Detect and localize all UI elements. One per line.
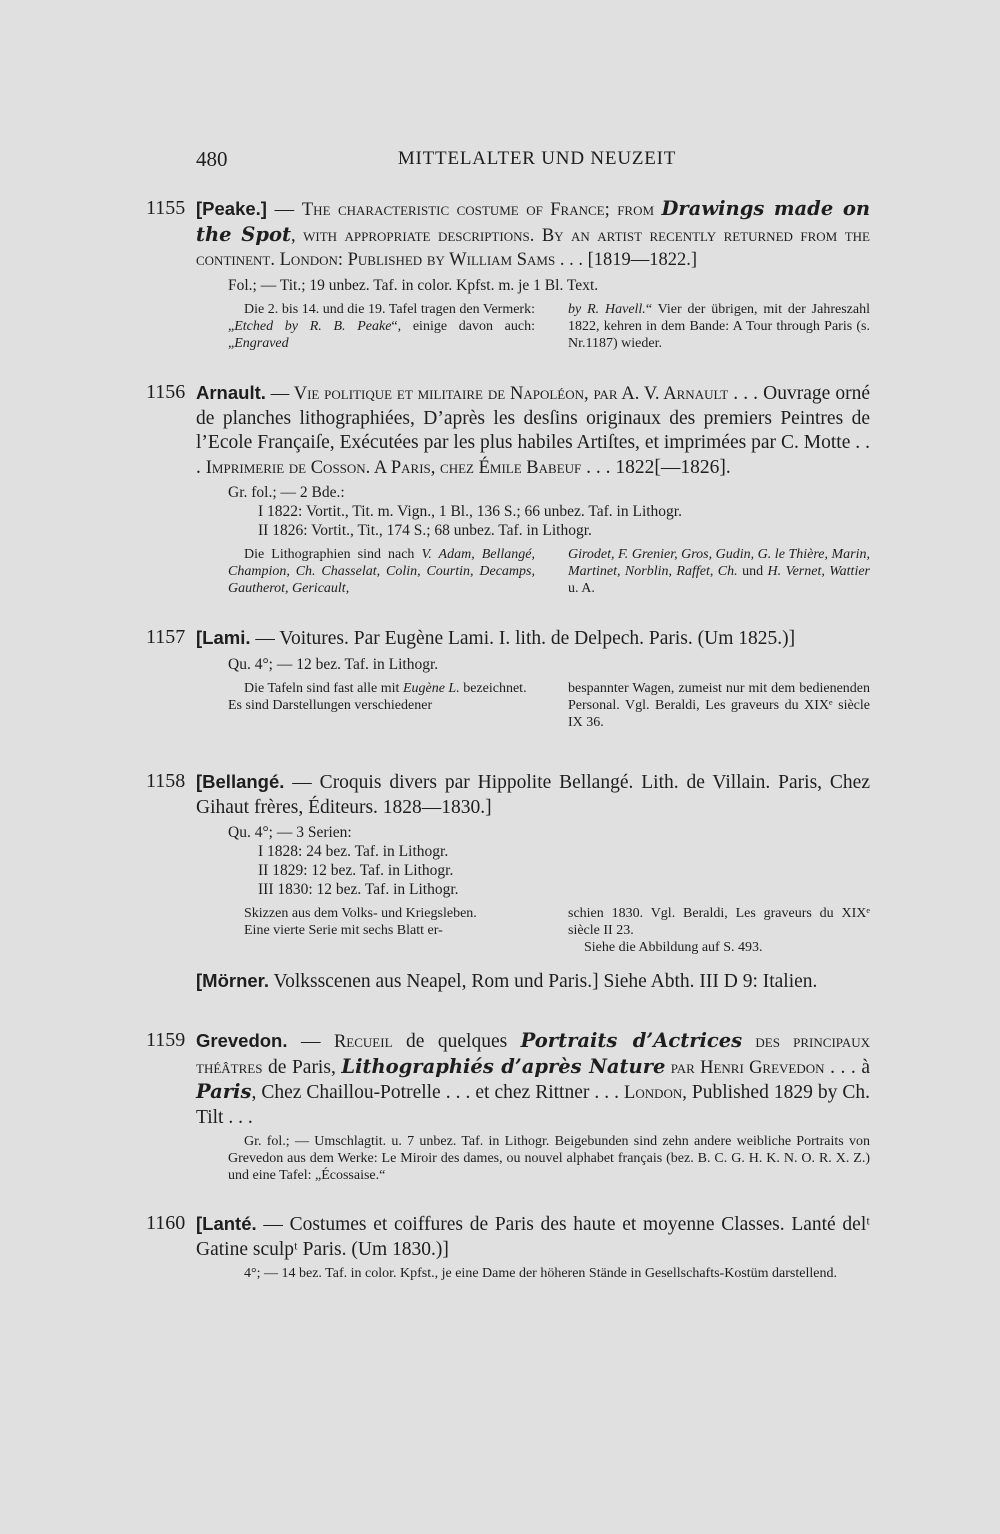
note-column-left: Skizzen aus dem Volks- und Kriegsleben. Eine vierte Serie mit sechs Blatt er- [244, 906, 477, 938]
catalog-cross-reference [146, 969, 870, 995]
note-column-left: Die 2. bis 14. und die 19. Tafel tragen den Vermerk: „Etched by R. B. Peake“, einige davon auch: „Engraved [228, 301, 535, 351]
running-head: MITTELALTER UND NEUZEIT [397, 148, 677, 169]
series-line: III 1830: 12 bez. Taf. in Lithogr. [258, 881, 459, 898]
entry-heading: Arnault. [196, 382, 266, 403]
entry-heading: [Bellangé. [196, 771, 285, 792]
entry-number: 1159 [146, 1029, 186, 1051]
entry-number: 1160 [146, 1212, 186, 1234]
entry-number: 1157 [146, 626, 186, 648]
series-line: I 1828: 24 bez. Taf. in Lithogr. [258, 843, 449, 860]
entry-note [228, 680, 870, 731]
catalog-entry-1160 [146, 1212, 870, 1282]
entry-collation: Qu. 4°; — 12 bez. Taf. in Lithogr. [228, 655, 439, 673]
entry-title: [Mörner. Volksscenen aus Neapel, Rom und Paris.] Siehe Abth. III D 9: Italien. [196, 970, 818, 992]
entry-title: [Lami. — Voitures. Par Eugène Lami. I. lith. de Delpech. Paris. (Um 1825.)] [196, 627, 796, 649]
note-column-left: Die Tafeln sind fast alle mit Eugène L. bezeichnet. Es sind Darstellungen verschiedener [228, 680, 527, 713]
entry-note [228, 546, 870, 597]
note-column-right: schien 1830. Vgl. Beraldi, Les graveurs du XIXᵉ siècle II 23. Siehe die Abbildung auf S. 493. [568, 906, 870, 955]
entry-title: [Lanté. — Costumes et coiffures de Paris des haute et moyenne Classes. Lanté delᵗ Gatine sculpᵗ Paris. (Um 1830.)] [196, 1213, 870, 1260]
entry-title: Arnault. — Vie politique et militaire de Napoléon, par A. V. Arnault . . . Ouvrage orné de planches lithographiées, D’après les desſins originaux des premiers Peintres de l’Ecole Françaiſe, Exécutées par les plus habiles Artiſtes, et imprimées par C. Motte . . . Imprimerie de Cosson. A Paris, chez Émile Babeuf . . . 1822[—1826]. [196, 382, 870, 478]
entry-number: 1156 [146, 381, 186, 403]
note-column-right: Girodet, F. Grenier, Gros, Gudin, G. le Thière, Marin, Martinet, Norblin, Raffet, Ch. und H. Vernet, Wattier u. A. [568, 547, 870, 596]
note-column-left: Die Lithographien sind nach V. Adam, Bellangé, Champion, Ch. Chasselat, Colin, Courtin, Decamps, Gautherot, Gericault, [228, 547, 535, 596]
volume-line: II 1826: Vortit., Tit., 174 S.; 68 unbez. Taf. in Lithogr. [258, 522, 592, 539]
catalog-entry-1158 [146, 770, 870, 956]
catalog-entry-1156 [146, 381, 870, 597]
entry-collation-note: Gr. fol.; — Umschlagtit. u. 7 unbez. Taf. in Lithogr. Beigebunden sind zehn andere weibliche Portraits von Grevedon aus dem Werke: Le Miroir des dames, ou nouvel alphabet français (bez. B. C. G. H. K. N. O. R. X. Z.) und eine Tafel: „Écossaise.“ [228, 1134, 870, 1183]
note-column-right: bespannter Wagen, zumeist nur mit dem bedienenden Personal. Vgl. Beraldi, Les graveurs du XIXᵉ siècle IX 36. [568, 680, 870, 730]
entry-title: [Bellangé. — Croquis divers par Hippolite Bellangé. Lith. de Villain. Paris, Chez Gihaut frères, Éditeurs. 1828—1830.] [196, 771, 870, 818]
entry-collation: Qu. 4°; — 3 Serien: [228, 824, 352, 841]
entry-note [228, 301, 870, 352]
page-number: 480 [196, 147, 228, 171]
entry-note [228, 905, 870, 956]
page-header [196, 147, 878, 173]
entry-heading: Grevedon. [196, 1030, 288, 1051]
entry-collation: Gr. fol.; — 2 Bde.: [228, 484, 345, 501]
catalog-entry-1159 [146, 1029, 870, 1184]
catalog-entry-1157 [146, 626, 870, 731]
entry-heading: [Peake.] [196, 198, 267, 219]
entry-heading: [Lami. [196, 627, 251, 648]
entry-collation-note: 4°; — 14 bez. Taf. in color. Kpfst., je eine Dame der höheren Stände in Gesellschafts-Kostüm darstellend. [244, 1266, 837, 1281]
entry-heading: [Lanté. [196, 1213, 257, 1234]
entry-number: 1155 [146, 197, 186, 219]
series-line: II 1829: 12 bez. Taf. in Lithogr. [258, 862, 454, 879]
note-column-right: by R. Havell.“ Vier der übrigen, mit der Jahreszahl 1822, kehren in dem Bande: A Tour through Paris (s. Nr.1187) wieder. [568, 301, 870, 351]
entry-collation: Fol.; — Tit.; 19 unbez. Taf. in color. Kpfst. m. je 1 Bl. Text. [228, 276, 599, 294]
catalog-entry-1155 [146, 197, 870, 352]
entry-title: [Peake.] — The characteristic costume of France; from Drawings made on the Spot, with appropriate descriptions. By an artist recently returned from the continent. London: Published by William Sams . . . [1819—1822.] [196, 197, 871, 270]
entry-number: 1158 [146, 770, 186, 792]
entry-title: Grevedon. — Recueil de quelques Portraits d’Actrices des principaux théâtres de Paris, Lithographiés d’après Nature par Henri Grevedon . . . à Paris, Chez Chaillou-Potrelle . . . et chez Rittner . . . London, Published 1829 by Ch. Tilt . . . [196, 1029, 870, 1128]
volume-line: I 1822: Vortit., Tit. m. Vign., 1 Bl., 136 S.; 66 unbez. Taf. in Lithogr. [258, 503, 682, 520]
entry-heading: [Mörner. [196, 970, 269, 991]
